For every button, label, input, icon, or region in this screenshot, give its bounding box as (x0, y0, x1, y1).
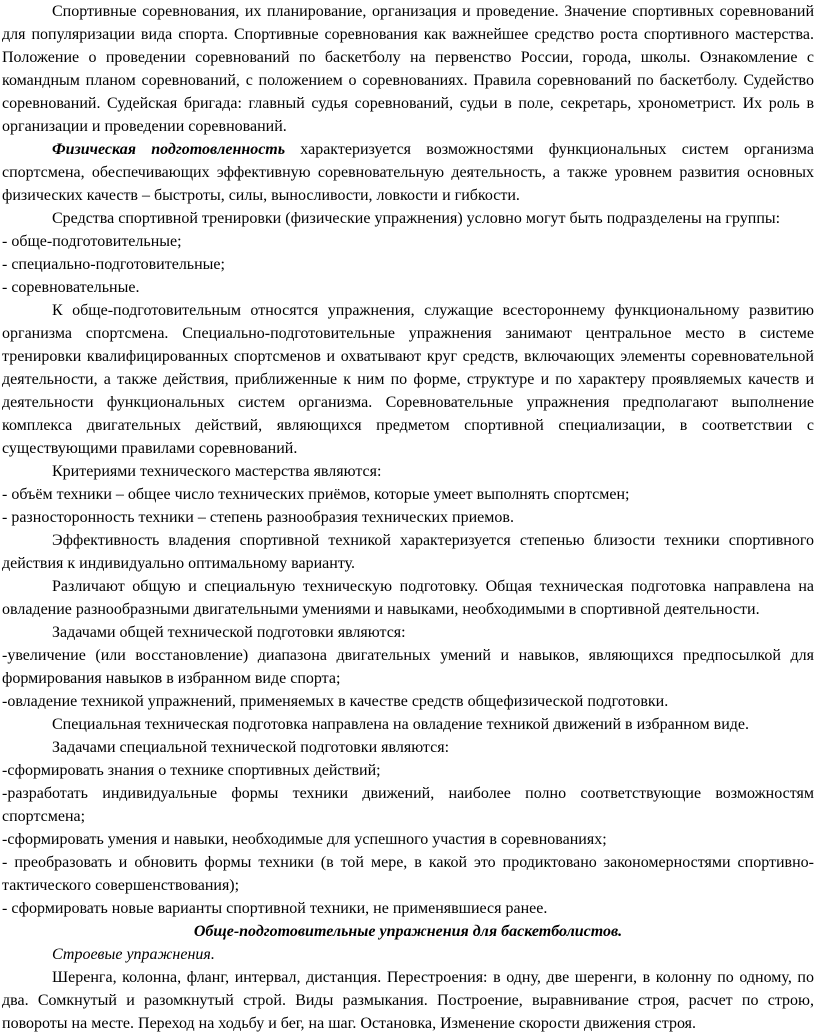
list-item: - специально-подготовительные; (2, 256, 225, 273)
list-item: - обще-подготовительные; (2, 233, 182, 250)
paragraph-general-tasks-title: Задачами общей технической подготовки являются: (52, 624, 406, 641)
list-item: - объём техники – общее число технических приёмов, которые умеет выполнять спортсмен; (2, 486, 630, 503)
list-item: - соревновательные. (2, 279, 140, 296)
paragraph-special-tasks-title: Задачами специальной технической подготовки являются: (52, 739, 450, 756)
list-item: - разносторонность техники – степень разнообразия технических приемов. (2, 509, 514, 526)
paragraph-training-means: Средства спортивной тренировки (физические упражнения) условно могут быть подразделены на группы: (52, 210, 781, 227)
list-technique-criteria (2, 483, 814, 529)
subsection-heading: Строевые упражнения. (52, 946, 215, 963)
list-item: - сформировать новые варианты спортивной техники, не применявшиеся ранее. (2, 900, 548, 917)
paragraph-drill-exercises: Шеренга, колонна, фланг, интервал, дистанция. Перестроения: в одну, две шеренги, в колонну по одному, по два. Сомкнутый и разомкнутый строй. Виды размыкания. Построение, выравнивание строя, расчет по строю, повороты на месте. Переход на ходьбу и бег, на шаг. Остановка, Изменение скорости движения строя. (2, 969, 814, 1032)
list-item: -сформировать умения и навыки, необходимые для успешного участия в соревнованиях; (2, 831, 607, 848)
paragraph-physical-fitness-text: характеризуется возможностями функциональных систем организма спортсмена, обеспечивающих эффективную соревновательную деятельность, а также уровнем развития основных физических качеств – быстроты, силы, выносливости, ловкости и гибкости. (2, 141, 814, 204)
list-item: -разработать индивидуальные формы техники движений, наиболее полно соответствующие возможностям спортсмена; (2, 785, 814, 825)
paragraph-technical-training: Различают общую и специальную техническую подготовку. Общая техническая подготовка направлена на овладение разнообразными двигательными умениями и навыками, необходимыми в спортивной деятельности. (2, 578, 814, 618)
list-exercise-groups (2, 230, 814, 299)
list-item: -увеличение (или восстановление) диапазона двигательных умений и навыков, являющихся предпосылкой для формирования навыков в избранном виде спорта; (2, 647, 814, 687)
paragraph-physical-fitness (2, 138, 814, 207)
list-general-tasks (2, 644, 814, 713)
paragraph-competitions: Спортивные соревнования, их планирование, организация и проведение. Значение спортивных соревнований для популяризации вида спорта. Спортивные соревнования как важнейшее средство роста спортивного мастерства. Положение о проведении соревнований по баскетболу на первенство России, города, школы. Ознакомление с командным планом соревнований, с положением о соревнованиях. Правила соревнований по баскетболу. Судейство соревнований. Судейская бригада: главный судья соревнований, судьи в поле, секретарь, хронометрист. Их роль в организации и проведении соревнований. (2, 3, 814, 135)
list-item: -сформировать знания о технике спортивных действий; (2, 762, 381, 779)
paragraph-exercise-types: К обще-подготовительным относятся упражнения, служащие всестороннему функциональному развитию организма спортсмена. Специально-подготовительные упражнения занимают центральное место в системе тренировки квалифицированных спортсменов и охватывают круг средств, включающих элементы соревновательной деятельности, а также действия, приближенные к ним по форме, структуре и по характеру проявляемых качеств и деятельности функциональных систем организма. Соревновательные упражнения предполагают выполнение комплекса двигательных действий, являющихся предметом спортивной специализации, в соответствии с существующими правилами соревнований. (2, 302, 814, 457)
term-physical-fitness: Физическая подготовленность (52, 141, 286, 158)
list-item: -овладение техникой упражнений, применяемых в качестве средств общефизической подготовки. (2, 693, 669, 710)
section-heading: Обще-подготовительные упражнения для баскетболистов. (193, 923, 623, 940)
paragraph-technique-efficiency: Эффективность владения спортивной техникой характеризуется степенью близости техники спортивного действия к индивидуально оптимальному варианту. (2, 532, 814, 572)
list-item: - преобразовать и обновить формы техники (в той мере, в какой это продиктовано закономерностями спортивно-тактического совершенствования); (2, 854, 814, 894)
paragraph-special-training: Специальная техническая подготовка направлена на овладение техникой движений в избранном виде. (52, 716, 749, 733)
list-special-tasks (2, 759, 814, 920)
paragraph-technique-criteria: Критериями технического мастерства являются: (52, 463, 382, 480)
